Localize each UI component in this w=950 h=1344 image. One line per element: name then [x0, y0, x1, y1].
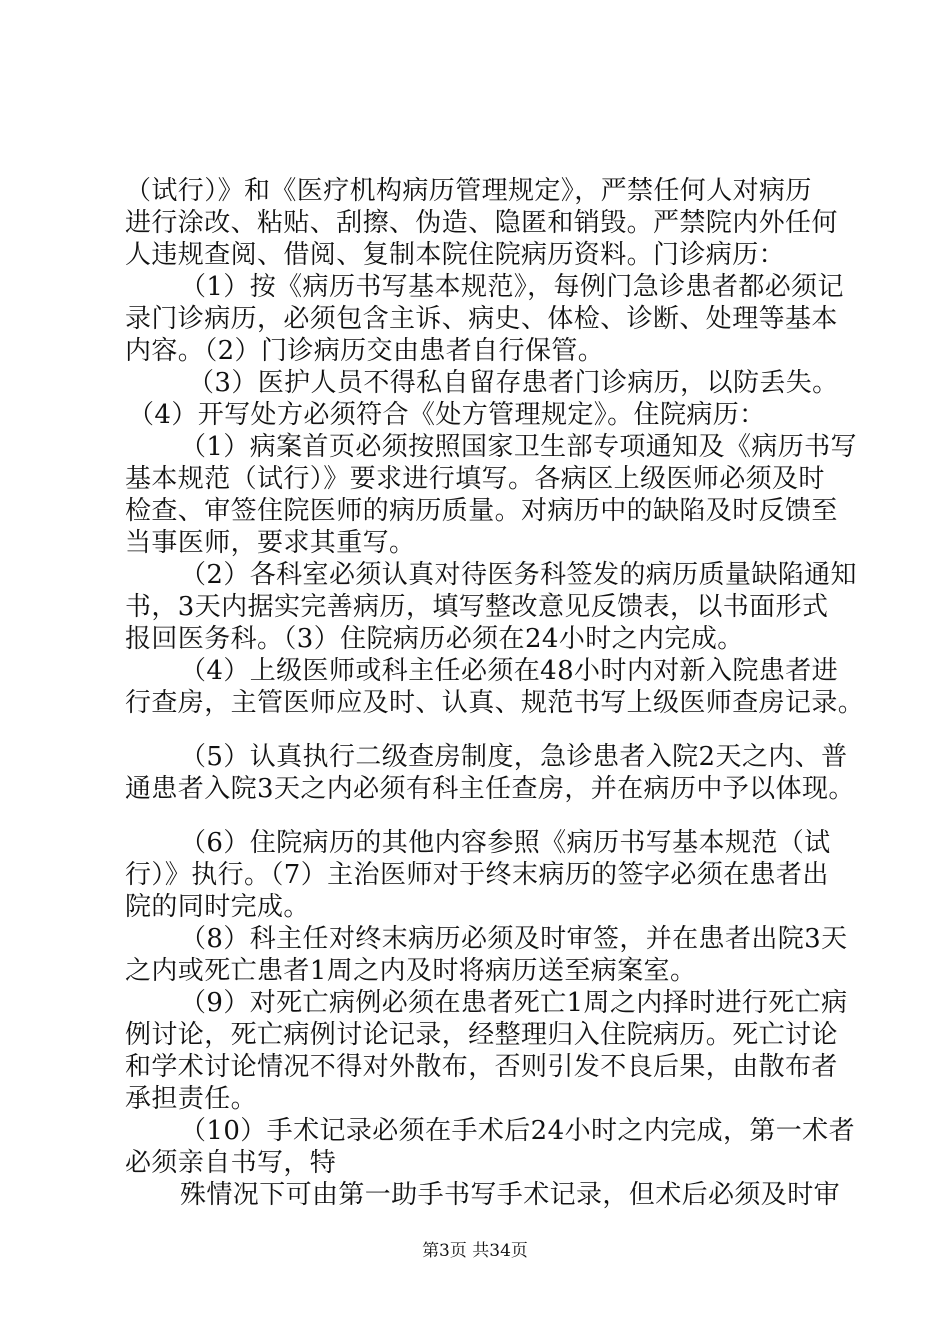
text-line: 之内或死亡患者1周之内及时将病历送至病案室。 — [125, 956, 697, 986]
text-line: 必须亲自书写，特 — [125, 1148, 337, 1178]
text-line: 行查房，主管医师应及时、认真、规范书写上级医师查房记录。 — [125, 688, 865, 718]
page-number-footer: 第3页 共34页 — [422, 1241, 528, 1261]
text-line: （3）医护人员不得私自留存患者门诊病历，以防丢失。 — [188, 368, 839, 398]
text-line: 报回医务科。（3）住院病历必须在24小时之内完成。 — [125, 624, 744, 654]
text-line: 人违规查阅、借阅、复制本院住院病历资料。门诊病历： — [125, 240, 786, 270]
text-line: 当事医师，要求其重写。 — [125, 528, 416, 558]
text-line: 行）》执行。（7）主治医师对于终末病历的签字必须在患者出 — [125, 860, 829, 890]
text-line: （4）上级医师或科主任必须在48小时内对新入院患者进 — [180, 656, 839, 686]
text-line: 进行涂改、粘贴、刮擦、伪造、隐匿和销毁。严禁院内外任何 — [125, 208, 838, 238]
text-line: 院的同时完成。 — [125, 892, 310, 922]
text-line: （5）认真执行二级查房制度，急诊患者入院2天之内、普 — [180, 742, 848, 772]
text-line: 书，3天内据实完善病历，填写整改意见反馈表，以书面形式 — [125, 592, 829, 622]
text-line: （1）按《病历书写基本规范》，每例门急诊患者都必须记 — [180, 272, 844, 302]
text-line: （9）对死亡病例必须在患者死亡1周之内择时进行死亡病 — [180, 988, 848, 1018]
text-line: （2）各科室必须认真对待医务科签发的病历质量缺陷通知 — [180, 560, 857, 590]
text-line: 录门诊病历，必须包含主诉、病史、体检、诊断、处理等基本 — [125, 304, 838, 334]
text-line: 承担责任。 — [125, 1084, 258, 1114]
text-line: （8）科主任对终末病历必须及时审签，并在患者出院3天 — [180, 924, 848, 954]
text-line: （10）手术记录必须在手术后24小时之内完成，第一术者 — [180, 1116, 855, 1146]
text-line: 检查、审签住院医师的病历质量。对病历中的缺陷及时反馈至 — [125, 496, 838, 526]
text-line: 基本规范（试行）》要求进行填写。各病区上级医师必须及时 — [125, 464, 825, 494]
text-line: 内容。（2）门诊病历交由患者自行保管。 — [125, 336, 605, 366]
text-line: （6）住院病历的其他内容参照《病历书写基本规范（试 — [180, 828, 831, 858]
text-line: 通患者入院3天之内必须有科主任查房，并在病历中予以体现。 — [125, 774, 855, 804]
text-line: （4）开写处方必须符合《处方管理规定》。住院病历： — [128, 400, 766, 430]
text-line: （1）病案首页必须按照国家卫生部专项通知及《病历书写 — [180, 432, 857, 462]
text-line: （试行）》和《医疗机构病历管理规定》，严禁任何人对病历 — [125, 176, 812, 206]
text-line: 例讨论，死亡病例讨论记录，经整理归入住院病历。死亡讨论 — [125, 1020, 838, 1050]
text-line: 和学术讨论情况不得对外散布，否则引发不良后果，由散布者 — [125, 1052, 838, 1082]
text-line: 殊情况下可由第一助手书写手术记录，但术后必须及时审 — [180, 1180, 841, 1210]
